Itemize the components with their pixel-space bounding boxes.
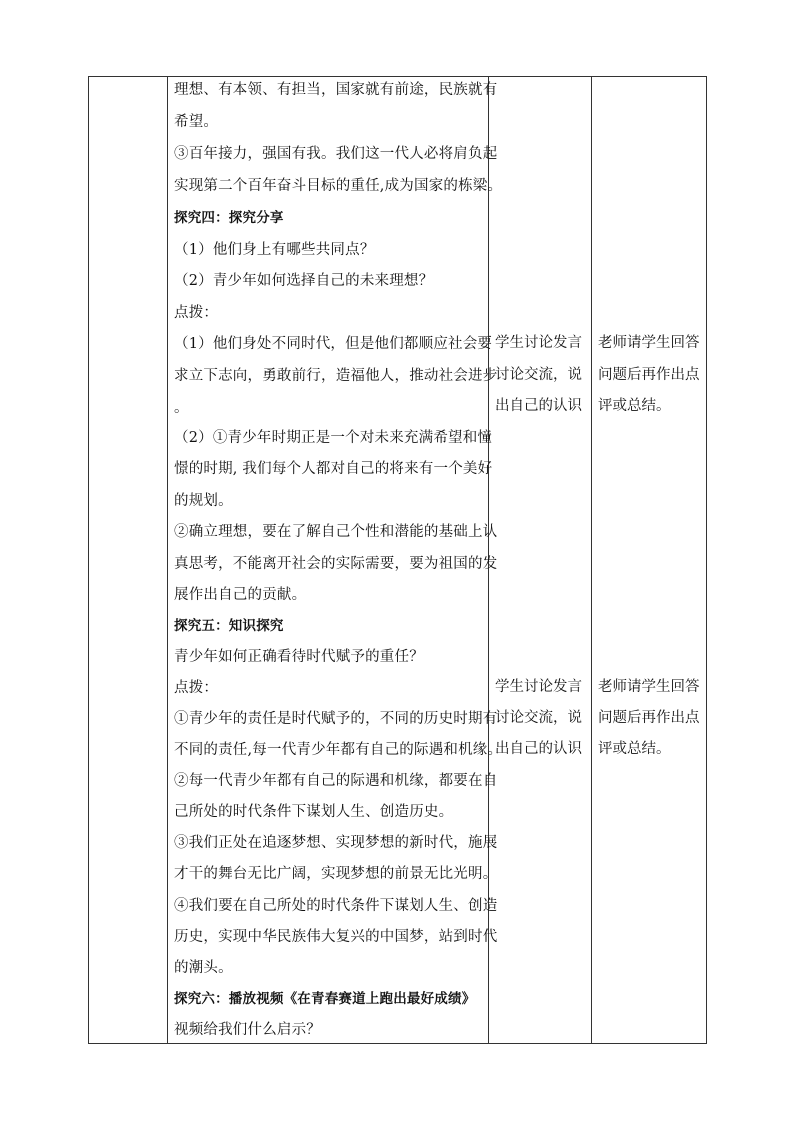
student-activity-line: 学生讨论发言 [495, 679, 582, 695]
content-line: 实现第二个百年奋斗目标的重任,成为国家的栋梁。 [174, 178, 503, 194]
content-line: 希望。 [174, 114, 219, 130]
content-line: 视频给我们什么启示？ [174, 1022, 321, 1038]
student-activity-line: 出自己的认识 [495, 398, 582, 414]
blank-column-cell [89, 77, 168, 1044]
section-heading: 探究四：探究分享 [174, 210, 284, 226]
teacher-activity-line: 评或总结。 [598, 741, 671, 757]
content-line: ③百年接力，强国有我。我们这一代人必将肩负起 [174, 146, 498, 162]
lesson-table [88, 76, 707, 1044]
student-activity-line: 出自己的认识 [495, 741, 582, 757]
content-line: 才干的舞台无比广阔，实现梦想的前景无比光明。 [174, 866, 498, 882]
content-line: 憬的时期, 我们每个人都对自己的将来有一个美好 [174, 461, 493, 477]
content-line: ③我们正处在追逐梦想、实现梦想的新时代，施展 [174, 835, 498, 851]
content-line: 展作出自己的贡献。 [174, 587, 307, 603]
content-line: 求立下志向，勇敢前行，造福他人，推动社会进步 [174, 368, 498, 384]
content-line: （2）①青少年时期正是一个对未来充满希望和憧 [174, 430, 493, 446]
teacher-activity-cell [592, 77, 707, 1044]
content-line: 理想、有本领、有担当，国家就有前途，民族就有 [174, 82, 498, 98]
content-line: ④我们要在自己所处的时代条件下谋划人生、创造 [174, 898, 498, 914]
teacher-activity-line: 老师请学生回答 [598, 679, 700, 695]
content-line: ②确立理想，要在了解自己个性和潜能的基础上认 [174, 524, 498, 540]
content-line: 不同的责任,每一代青少年都有自己的际遇和机缘。 [174, 742, 503, 758]
student-activity-line: 讨论交流，说 [495, 367, 582, 383]
content-line: ②每一代青少年都有自己的际遇和机缘，都要在自 [174, 773, 498, 789]
content-line: 点拨： [174, 305, 219, 321]
content-line: 的规划。 [174, 493, 233, 509]
content-line: 青少年如何正确看待时代赋予的重任？ [174, 649, 424, 665]
content-line: 历史，实现中华民族伟大复兴的中国梦，站到时代 [174, 929, 498, 945]
section-heading: 探究六：播放视频《在青春赛道上跑出最好成绩》 [174, 991, 476, 1007]
teacher-activity-line: 问题后再作出点 [598, 367, 700, 383]
teacher-activity-line: 老师请学生回答 [598, 335, 700, 351]
content-line: 己所处的时代条件下谋划人生、创造历史。 [174, 804, 454, 820]
table-row [89, 77, 707, 1044]
student-activity-line: 学生讨论发言 [495, 335, 582, 351]
teacher-activity-line: 问题后再作出点 [598, 710, 700, 726]
student-activity-cell [489, 77, 592, 1044]
content-line: 真思考，不能离开社会的实际需要，要为祖国的发 [174, 556, 498, 572]
teacher-activity-line: 评或总结。 [598, 398, 671, 414]
student-activity-line: 讨论交流，说 [495, 710, 582, 726]
content-column-cell [168, 77, 503, 1044]
content-line: （2）青少年如何选择自己的未来理想？ [174, 273, 434, 289]
section-heading: 探究五：知识探究 [174, 618, 284, 634]
content-line: 。 [174, 400, 189, 416]
content-line: 的潮头。 [174, 960, 233, 976]
content-line: （1）他们身上有哪些共同点？ [174, 242, 375, 258]
content-line: ①青少年的责任是时代赋予的，不同的历史时期有 [174, 711, 498, 727]
content-line: 点拨： [174, 680, 219, 696]
content-line: （1）他们身处不同时代，但是他们都顺应社会要 [174, 336, 493, 352]
